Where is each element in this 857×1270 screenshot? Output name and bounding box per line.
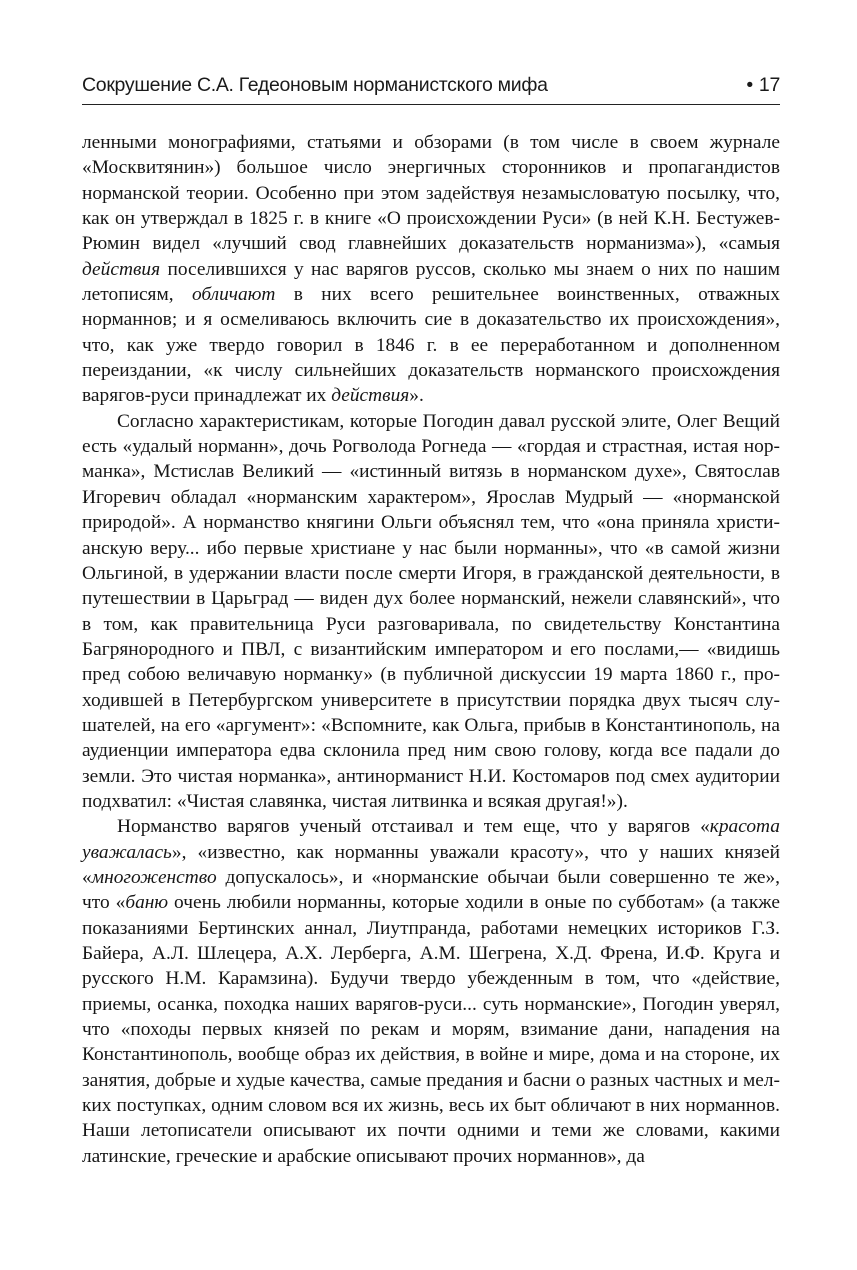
page-number: 17 — [758, 74, 780, 96]
paragraph-text: поселившихся у нас варягов руссов, сколько мы знаем о них по нашим летописям, — [82, 258, 780, 306]
header-rule — [82, 104, 780, 105]
paragraph-text: допускалось», и «норманские обычаи были совершенно те же», что « — [82, 866, 780, 914]
paragraph — [82, 409, 780, 815]
paragraph-text: очень любили норманны, которые ходили в оные по субботам» (а также показаниями Бертинских аннал, Лиутпранда, работами немецких историков Г.З. Байера, А.Л. Шлецера, А.Х. Лерберга, А.М. Шегрена, Х.Д. Френа, И.Ф. Круга и русского Н.М. Карамзина). Будучи твердо убежденным в том, что «действие, приемы, осанка, походка наших варягов-руси... суть норманские», Погодин уверял, что «походы первых князей по рекам и морям, взимание дани, нападения на Константинополь, вообще образ их действия, в войне и мире, дома и на стороне, их занятия, добрые и худые качества, самые предания и басни о разных частных и мелких поступках, одним словом вся их жизнь, весь их быт обличают в них норманнов. Наши летописатели описывают их почти одними и теми же словами, какими латинские, греческие и арабские описывают прочих норманнов», да — [82, 892, 780, 1167]
paragraph — [82, 814, 780, 1169]
body-text — [82, 130, 780, 1169]
paragraph-text: в них всего решительнее воинственных, отважных норманнов; и я осмеливаюсь включить сие в доказательство их происхождения», что, как уже твердо говорил в 1846 г. в ее переработанном и дополненном переиздании, «к числу сильнейших доказательств норманского происхождения варягов-руси принадлежат их — [82, 284, 780, 407]
paragraph-text: ленными монографиями, статьями и обзорами (в том числе в своем журнале «Москвитянин») большое число энергичных сторонников и пропагандистов норманской теории. Особенно при этом задействуя незамысловатую посылку, что, как он утверждал в 1825 г. в книге «О происхождении Руси» (в ней К.Н. Бестужев-Рюмин видел «лучший свод главнейших доказательств норманизма»), «самыя — [82, 132, 780, 255]
running-title: Сокрушение С.А. Гедеоновым норманистского мифа — [82, 74, 548, 96]
emphasis-text: обличают — [191, 284, 276, 306]
paragraph-text: Норманство варягов ученый отстаивал и тем еще, что у варягов « — [117, 816, 710, 838]
emphasis-text: красота уважалась — [82, 816, 780, 863]
running-header — [82, 74, 780, 100]
paragraph — [82, 130, 780, 409]
emphasis-text: многоженство — [91, 866, 217, 888]
paragraph-text: Согласно характеристикам, которые Погодин давал русской элите, Олег Вещий есть «удалый норманн», дочь Рогволода Рогнеда — «гордая и страстная, истая норманка», Мстислав Великий — «истинный витязь в норманском духе», Святослав Игоревич обладал «норманским характером», Ярослав Мудрый — «норманской природой». А норманство княгини Ольги объяснял тем, что «она приняла христианскую веру... ибо первые христиане у нас были норманны», что «в самой жизни Ольгиной, в удержании власти после смерти Игоря, в гражданской деятельности, в путешествии в Царьград — виден дух более норманский, нежели славянский», что в том, как правительница Руси разговаривала, по свидетельству Константина Багрянородного и ПВЛ, с византийским императором и его послами,— «видишь пред собою величавую норманку» (в публичной дискуссии 19 марта 1860 г., проходившей в Петербургском университете в присутствии порядка двух тысяч слушателей, на его «аргумент»: «Вспомните, как Ольга, прибыв в Константинополь, на аудиенции императора едва склонила пред ним свою голову, когда все падали до земли. Это чистая норманка», антинорманист Н.И. Костомаров под смех аудитории подхватил: «Чистая славянка, чистая литвинка и всякая другая!»). — [82, 410, 780, 812]
emphasis-text: действия — [331, 385, 410, 407]
paragraph-text: », «известно, как норманны уважали красоту», что у наших князей « — [82, 841, 780, 888]
emphasis-text: баню — [125, 892, 169, 914]
paragraph-text: ». — [409, 385, 424, 407]
emphasis-text: действия — [82, 258, 161, 280]
page-number-block — [746, 74, 780, 97]
bullet-icon: • — [746, 74, 753, 96]
